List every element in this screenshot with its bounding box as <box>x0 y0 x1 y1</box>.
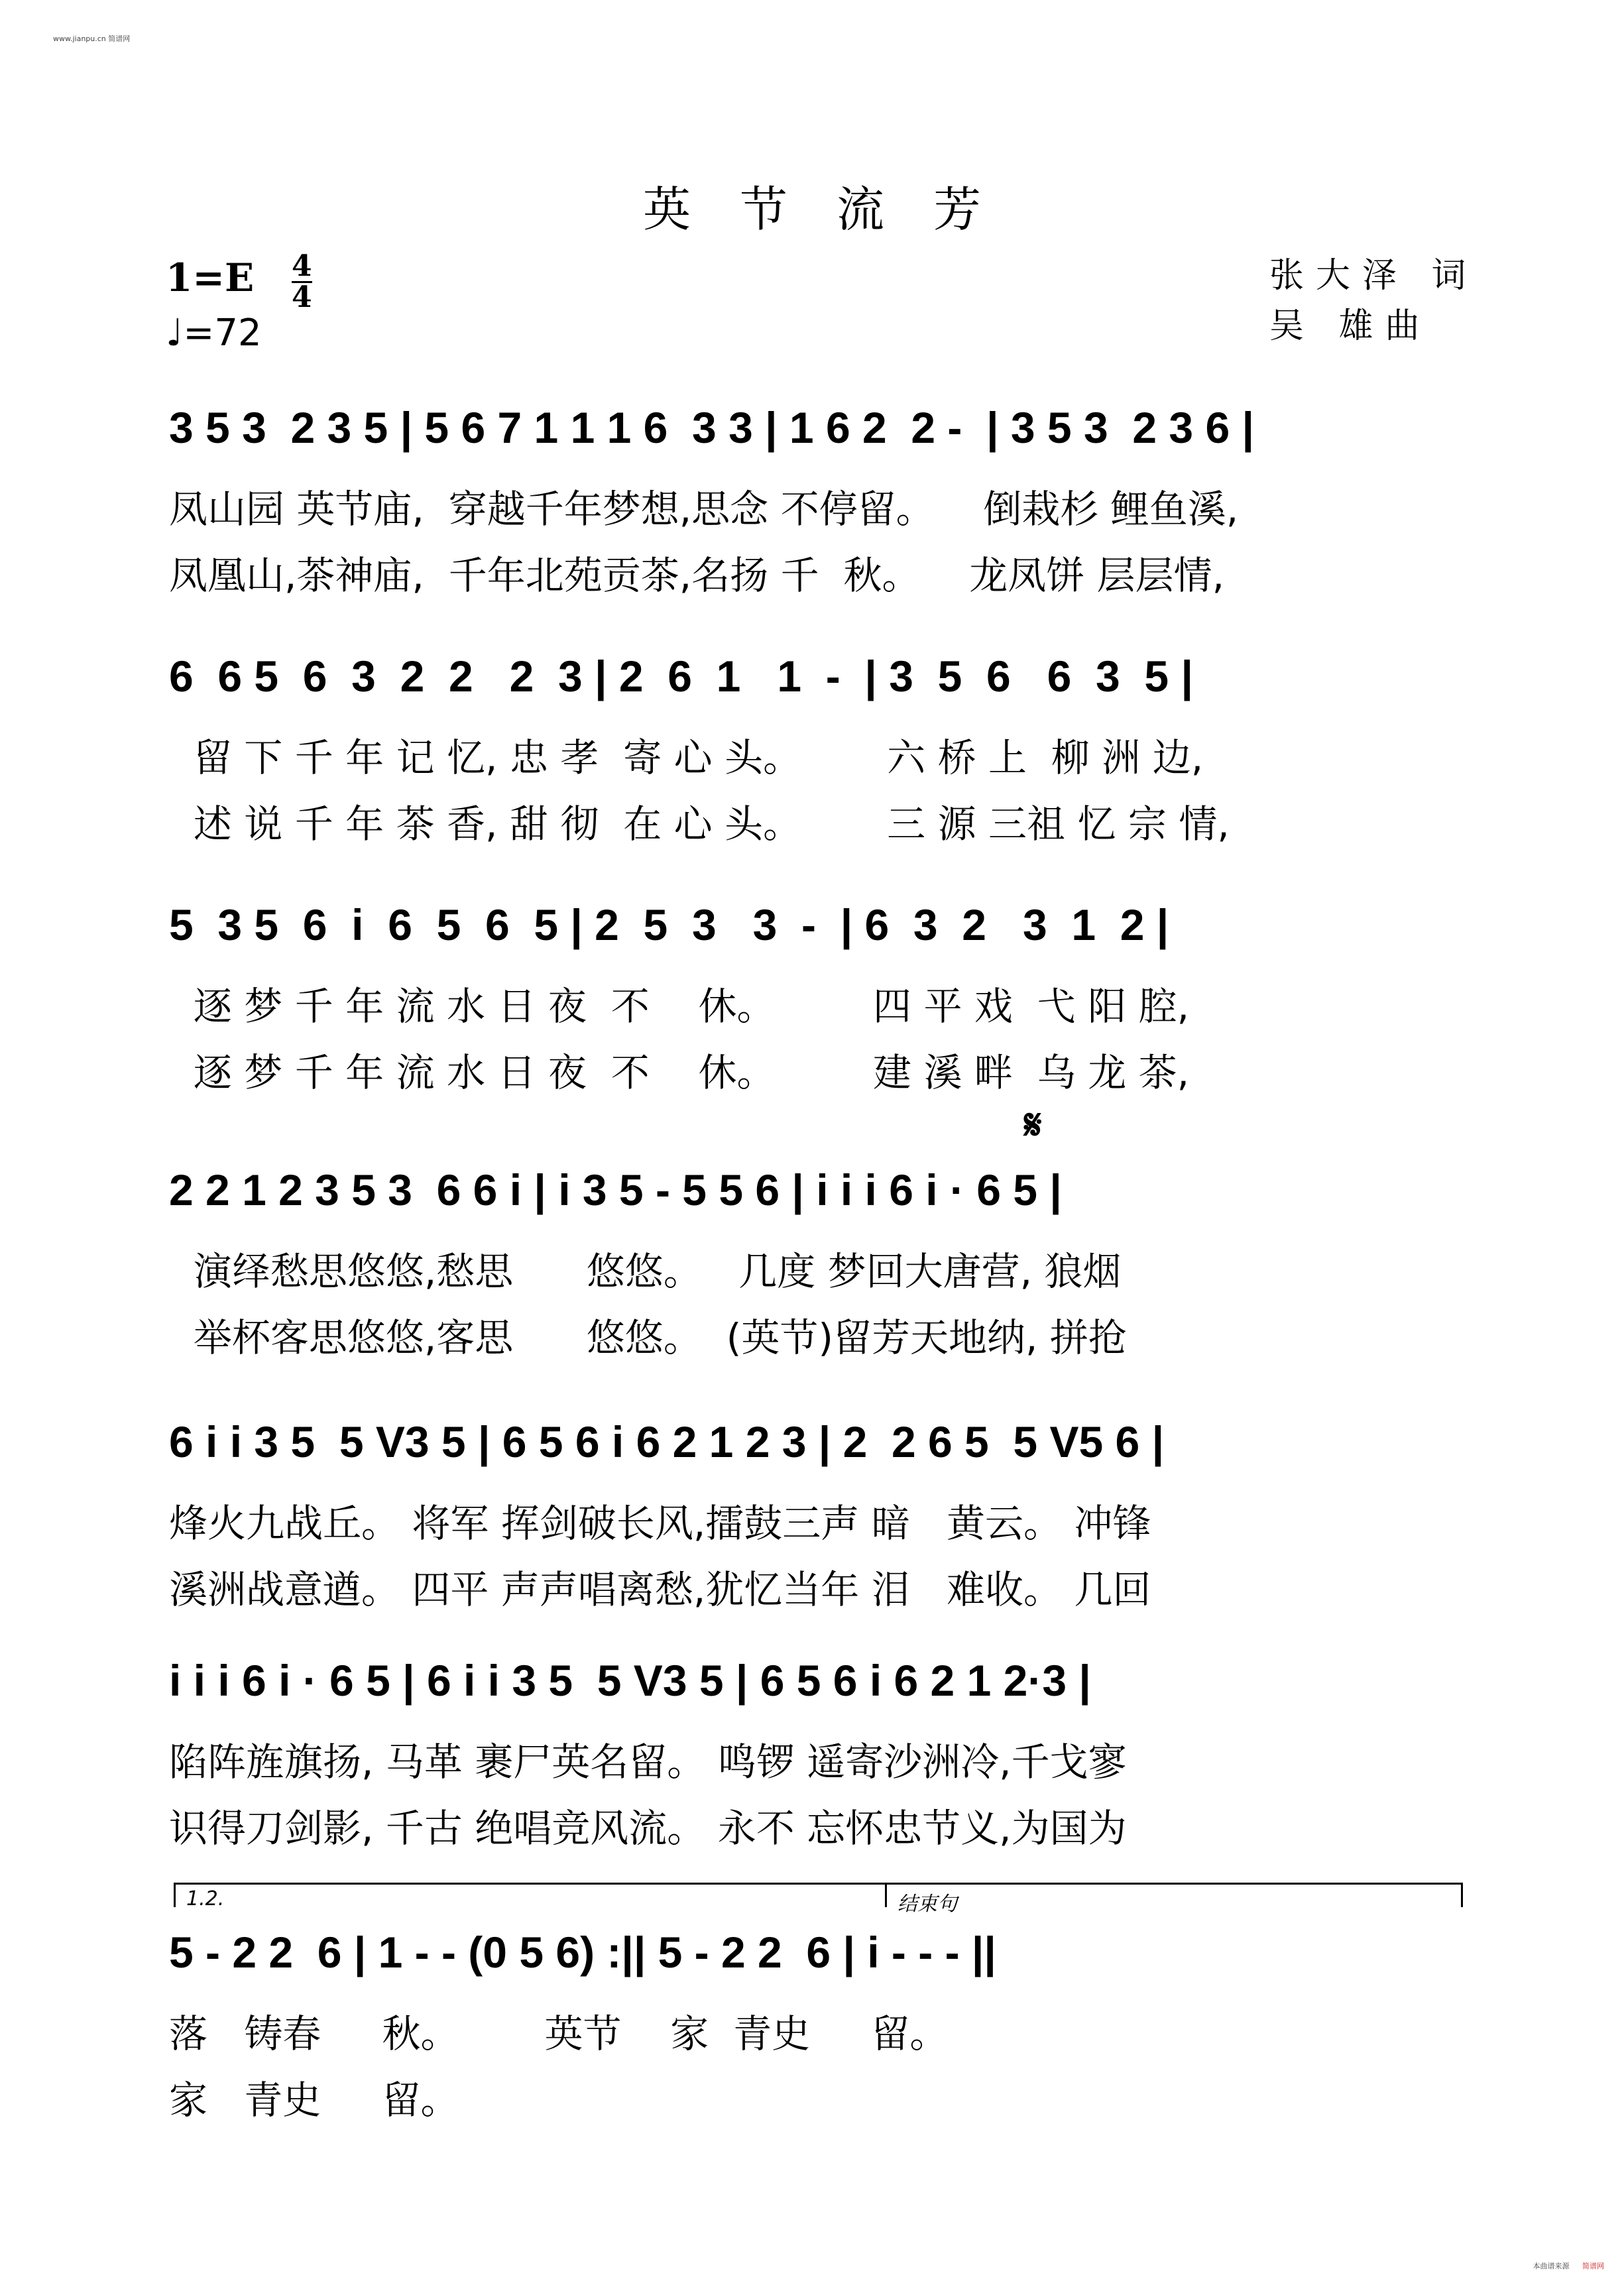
score-system-6 <box>169 1651 1475 1861</box>
left-border-watermark <box>1 0 21 2283</box>
ending-label: 结束句 <box>898 1893 957 1916</box>
song-title: 英节流芳 <box>642 182 1030 237</box>
notes-line: 6 6 5 6 3 2 2 2 3 | 2 6 1 1 - | 3 5 6 6 3 5 | <box>169 652 1193 701</box>
lyrics-verse-2: 逐 梦 千 年 流 水 日 夜 不 休。 建 溪 畔 乌 龙 茶, <box>169 1050 1190 1095</box>
volta-bracket-ending <box>885 1883 1463 1916</box>
tempo-marking: ♩=72 <box>166 312 262 355</box>
lyrics-verse-2: 家 青史 留。 <box>169 2078 459 2123</box>
segno-sign: 𝄋 <box>1024 1100 1042 1149</box>
lyrics-verse-1: 烽火九战丘。 将军 挥剑破长风,擂鼓三声 暗 黄云。 冲锋 <box>169 1501 1151 1546</box>
time-signature-bottom: 4 <box>292 280 312 314</box>
lyrics-verse-2: 识得刀剑影, 千古 绝唱竞风流。 永不 忘怀忠节义,为国为 <box>169 1806 1127 1851</box>
lyrics-verse-2: 举杯客思悠悠,客思 悠悠。 (英节)留芳天地纳, 拼抢 <box>169 1315 1127 1360</box>
score-system-7 <box>169 1922 1475 2133</box>
time-signature-top: 4 <box>292 249 312 283</box>
volta-bracket-first <box>174 1883 889 1910</box>
footer <box>1533 2260 1605 2271</box>
score-system-3 <box>169 895 1475 1106</box>
lyrics-verse-1: 留 下 千 年 记 忆, 忠 孝 寄 心 头。 六 桥 上 柳 洲 边, <box>169 735 1204 780</box>
notes-line: 2 2 1 2 3 5 3 6 6 i | i 3 5 - 5 5 6 | i i i 6 i · 6 5 | <box>169 1165 1062 1214</box>
lyrics-verse-2: 凤凰山,茶神庙, 千年北苑贡茶,名扬 千 秋。 龙凤饼 层层情, <box>169 553 1225 598</box>
notes-line: 5 3 5 6 i 6 5 6 5 | 2 5 3 3 - | 6 3 2 3 1 2 | <box>169 900 1169 949</box>
lyrics-verse-1: 陷阵旌旗扬, 马革 裹尸英名留。 鸣锣 遥寄沙洲冷,千戈寥 <box>169 1739 1127 1785</box>
score-system-4 <box>169 1160 1475 1371</box>
notes-line: 6 i i 3 5 5 V3 5 | 6 5 6 i 6 2 1 2 3 | 2 2 6 5 5 V5 6 | <box>169 1417 1165 1466</box>
score-system-5 <box>169 1412 1475 1623</box>
score-system-2 <box>169 646 1475 857</box>
credits <box>1269 251 1478 351</box>
lyrics-verse-1: 凤山园 英节庙, 穿越千年梦想,思念 不停留。 倒栽杉 鲤鱼溪, <box>169 487 1239 532</box>
key-signature: 1=E <box>166 255 255 300</box>
right-border-watermark <box>1603 0 1623 2283</box>
lyrics-verse-1: 逐 梦 千 年 流 水 日 夜 不 休。 四 平 戏 弋 阳 腔, <box>169 984 1190 1029</box>
notes-line: i i i 6 i · 6 5 | 6 i i 3 5 5 V3 5 | 6 5 6 i 6 2 1 2·3 | <box>169 1656 1091 1705</box>
notes-line: 3 5 3 2 3 5 | 5 6 7 1 1 1 6 3 3 | 1 6 2 2 - | 3 5 3 2 3 6 | <box>169 403 1254 452</box>
notes-line: 5 - 2 2 6 | 1 - - (0 5 6) :|| 5 - 2 2 6 | i - - - || <box>169 1928 996 1977</box>
footer-left: 本曲谱来源 <box>1533 2262 1570 2270</box>
score-system-1 <box>169 398 1475 609</box>
lyrics-verse-1: 演绎愁思悠悠,愁思 悠悠。 几度 梦回大唐营, 狼烟 <box>169 1249 1122 1294</box>
volta-label: 1.2. <box>186 1887 225 1910</box>
time-signature <box>292 249 312 314</box>
lyrics-verse-1: 落 铸春 秋。 英节 家 青史 留。 <box>169 2011 949 2056</box>
lyricist-credit: 张大泽 词 <box>1269 256 1478 296</box>
site-header: www.jianpu.cn 简谱网 <box>53 34 131 43</box>
composer-credit: 吴 雄曲 <box>1269 306 1432 346</box>
lyrics-verse-2: 述 说 千 年 茶 香, 甜 彻 在 心 头。 三 源 三祖 忆 宗 情, <box>169 801 1230 847</box>
footer-link[interactable]: 简谱网 <box>1582 2262 1604 2270</box>
lyrics-verse-2: 溪洲战意遒。 四平 声声唱离愁,犹忆当年 泪 难收。 几回 <box>169 1567 1151 1612</box>
